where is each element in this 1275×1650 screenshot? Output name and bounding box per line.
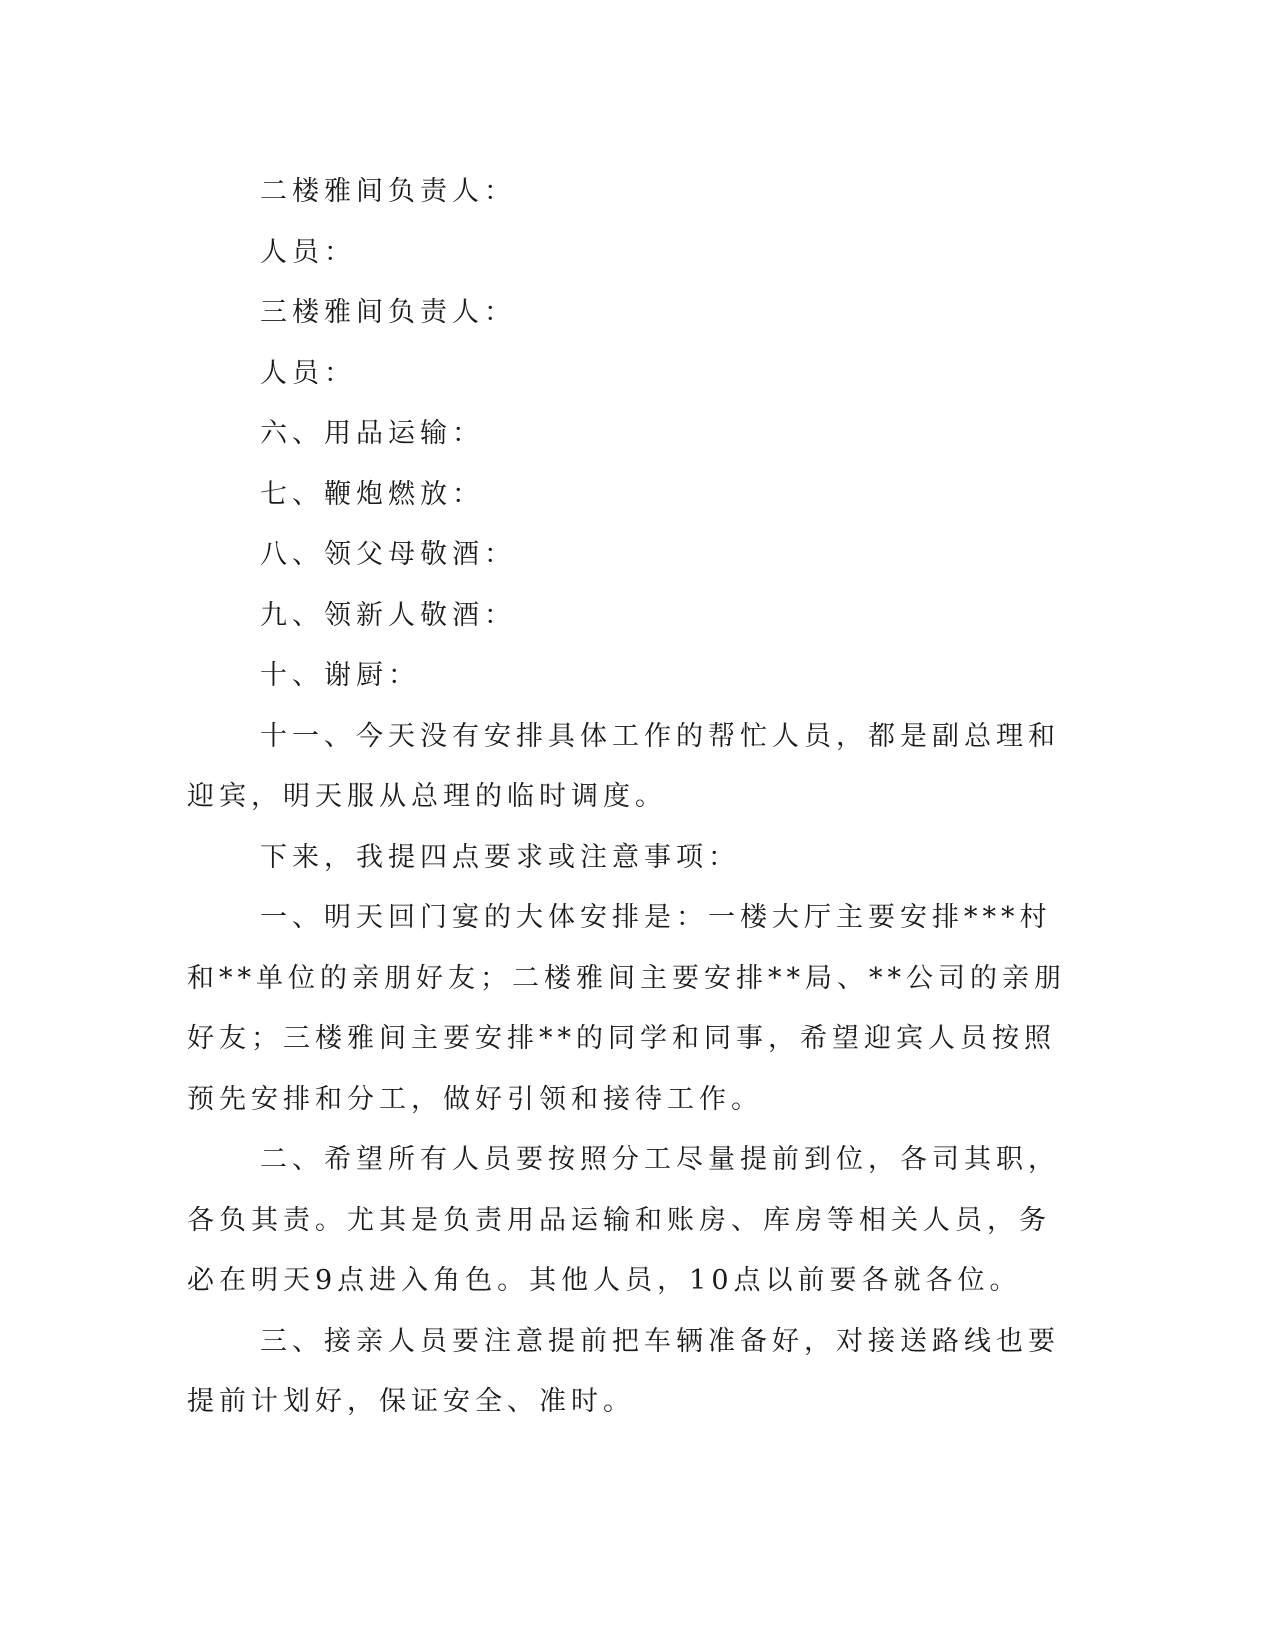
paragraph-2f-lead: 二楼雅间负责人： [260, 176, 516, 207]
paragraph-item-10: 十、谢厨： [260, 660, 420, 691]
paragraph-requirement-3: 三、接亲人员要注意提前把车辆准备好，对接送路线也要提前计划好，保证安全、准时。 [187, 1325, 1060, 1417]
paragraph-3f-lead: 三楼雅间负责人： [260, 297, 516, 328]
paragraph-requirements-intro: 下来，我提四点要求或注意事项： [260, 841, 740, 873]
paragraph-requirement-1: 一、明天回门宴的大体安排是：一楼大厅主要安排***村和**单位的亲朋好友；二楼雅间主要安排**局、**公司的亲朋好友；三楼雅间主要安排**的同学和同事，希望迎宾人员按照预先安排和分工，做好引领和接待工作。 [187, 902, 1066, 1115]
paragraph-item-7: 七、鞭炮燃放： [260, 478, 484, 510]
paragraph-item-6: 六、用品运输： [260, 418, 484, 449]
paragraph-2f-staff: 人员： [260, 236, 356, 268]
paragraph-item-9: 九、领新人敬酒： [260, 599, 516, 631]
paragraph-3f-staff: 人员： [260, 357, 356, 389]
paragraph-requirement-2: 二、希望所有人员要按照分工尽量提前到位，各司其职，各负其责。尤其是负责用品运输和账房、库房等相关人员，务必在明天9点进入角色。其他人员，10点以前要各就各位。 [187, 1144, 1060, 1296]
document-body [187, 162, 1067, 1433]
paragraph-item-11: 十一、今天没有安排具体工作的帮忙人员，都是副总理和迎宾，明天服从总理的临时调度。 [187, 720, 1060, 812]
paragraph-item-8: 八、领父母敬酒： [260, 539, 516, 570]
